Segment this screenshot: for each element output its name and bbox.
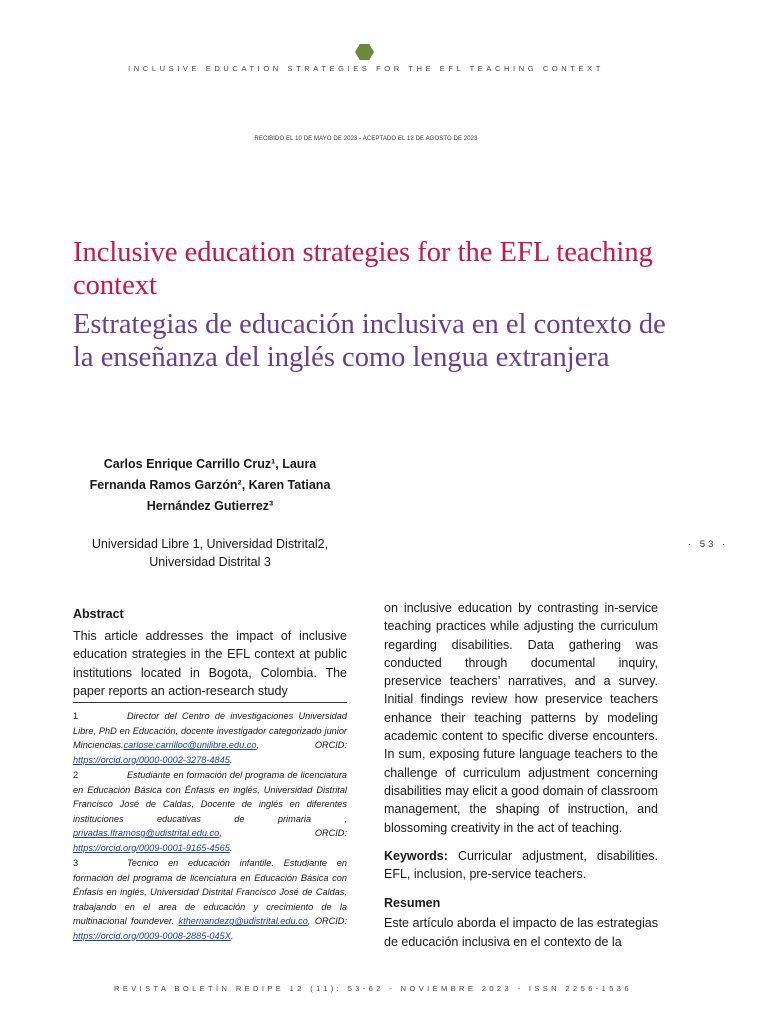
author-list (73, 454, 347, 517)
affiliation-line: Universidad Libre 1, Universidad Distrital2, (91, 537, 329, 551)
resumen-text: Este artículo aborda el impacto de las estrategias de educación inclusiva en el contexto de la (384, 916, 658, 949)
affiliation-line: Universidad Distrital 3 (149, 555, 271, 569)
right-column (384, 599, 658, 951)
article-title-english: Inclusive education strategies for the EFL teaching context (73, 237, 653, 301)
orcid-link[interactable]: https://orcid.org/0009-0001-9165-4565 (73, 842, 230, 853)
journal-footer: REVISTA BOLETÍN REDIPE 12 (11): 53-62 - NOVIEMBRE 2023 - ISSN 2256-1536 (114, 984, 632, 993)
keywords-label: Keywords: (384, 848, 448, 863)
journal-emblem-icon (355, 44, 374, 60)
author-line: Carlos Enrique Carrillo Cruz¹, Laura (103, 457, 317, 471)
footnote-number: 2 (73, 770, 79, 781)
footnote-text: Estudiante en formación del programa de licenciatura en Educación Básica con Énfasis en inglés, Universidad Distrital Francisco José de Caldas, Docente de inglés en diferentes instituciones educativas de primaria , (73, 770, 347, 824)
page-number: · 53 · (688, 539, 729, 550)
footnote-number: 3 (73, 858, 79, 869)
abstract-text-part2: on inclusive education by contrasting in-service teaching practices while adjusting the curriculum regarding disabilities. Data gathering was conducted through documental inquiry, preservice teachers’ narratives, and a survey. Initial findings review how preservice teachers enhance their teaching patterns by modeling academic content to specific diverse encounters. In sum, exposing future language teachers to the challenge of curriculum adjustment concerning disabilities may elicit a good domain of classroom management, the shaping of instruction, and blossoming creativity in the act of teaching. (384, 601, 658, 835)
footnote-end: . (229, 754, 233, 765)
orcid-label: , ORCID: (256, 740, 347, 751)
received-accepted-dates: RECIBIDO EL 10 DE MAYO DE 2023 - ACEPTADO EL 12 DE AGOSTO DE 2023 (254, 136, 478, 142)
abstract-heading: Abstract (73, 607, 124, 621)
email-link[interactable]: kthernandezg@udistrital.edu.co (178, 916, 308, 927)
left-column (73, 607, 347, 944)
footnotes (73, 709, 347, 943)
author-line: Fernanda Ramos Garzón², Karen Tatiana (89, 478, 331, 492)
abstract-text-part1: This article addresses the impact of inclusive education strategies in the EFL context at public institutions located in Bogota, Colombia. The paper reports an action-research study (73, 629, 347, 698)
article-title-spanish: Estrategias de educación inclusiva en el contexto de la enseñanza del inglés como lengua extranjera (73, 309, 666, 373)
footnote-end: . (230, 930, 234, 941)
orcid-label: , ORCID: (219, 828, 347, 839)
author-line: Hernández Gutierrez³ (146, 499, 274, 513)
resumen-heading: Resumen (384, 896, 441, 911)
orcid-link[interactable]: https://orcid.org/0009-0008-2885-045X (73, 930, 231, 941)
footnote-2 (73, 768, 347, 855)
running-head: INCLUSIVE EDUCATION STRATEGIES FOR THE EFL TEACHING CONTEXT (128, 64, 604, 73)
keywords (384, 847, 658, 884)
footnote-3 (73, 856, 347, 943)
footnote-text: Tecnico en educación infantile. Estudiante en formación del programa de licenciatura en Educación Básica con Énfasis en inglés, Universidad Distrital Francisco José de Caldas, trabajando en el area de educación y crecimiento de la multinacional foundever. (73, 858, 347, 927)
email-link[interactable]: privadas.lframosg@udistrital.edu.co (73, 828, 220, 839)
footnote-number: 1 (73, 711, 79, 722)
orcid-link[interactable]: https://orcid.org/0000-0002-3278-4845 (73, 754, 230, 765)
email-link[interactable]: carlose.carrilloc@unilibre.edu.co (123, 740, 257, 751)
footnote-1 (73, 709, 347, 767)
affiliations (73, 535, 347, 571)
keywords-text: Curricular adjustment, disabilities. EFL, inclusion, pre-service teachers. (384, 848, 658, 882)
footnote-text: Director del Centro de investigaciones Universidad Libre, PhD en Educación, docente investigador categorizado junior Minciencias. (73, 711, 347, 751)
orcid-label: , ORCID: (307, 916, 347, 927)
footnote-divider (73, 702, 347, 703)
footnote-end: . (229, 842, 233, 853)
